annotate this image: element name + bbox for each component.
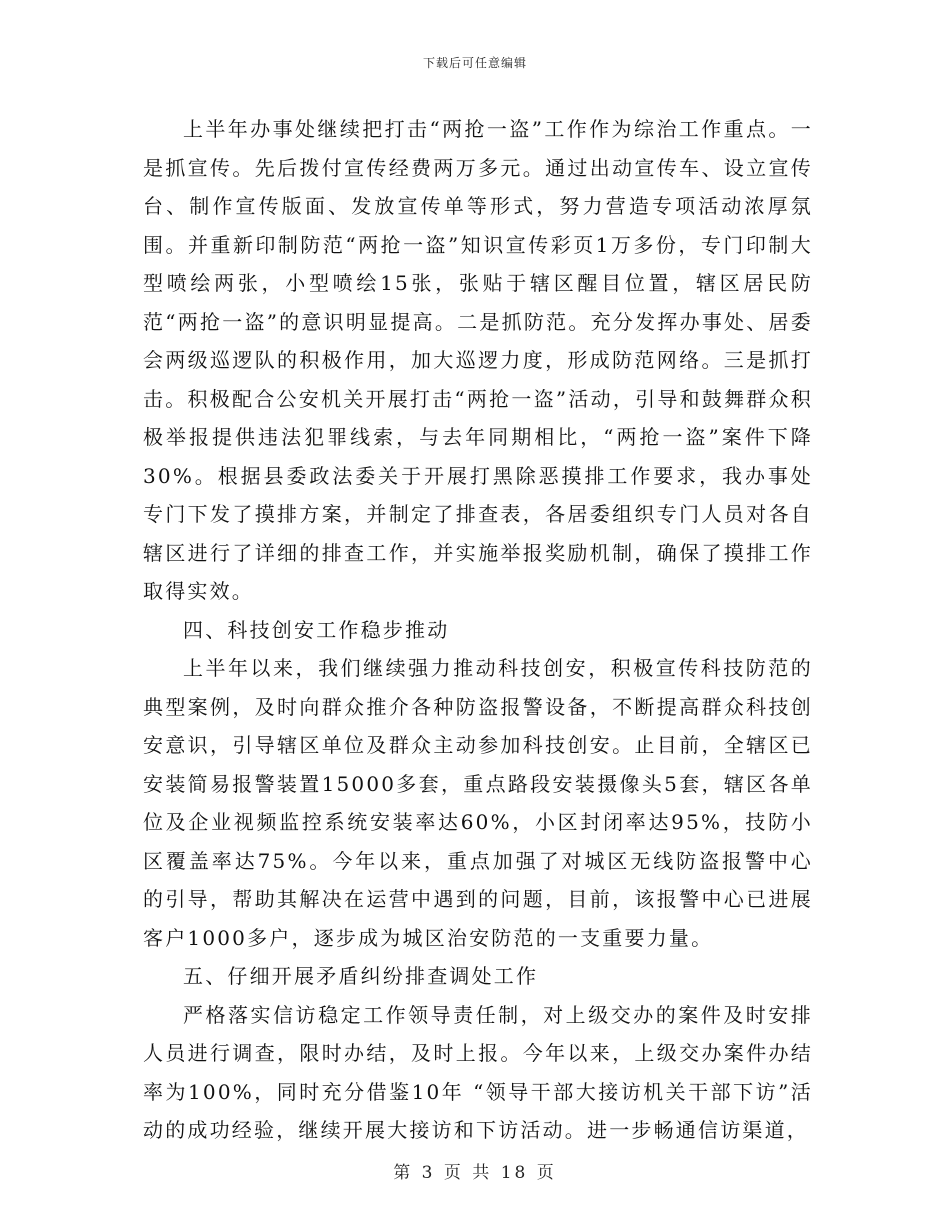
paragraph-tech-security: 上半年以来，我们继续强力推动科技创安，积极宣传科技防范的典型案例，及时向群众推介各种防盗报警设备，不断提高群众科技创安意识，引导辖区单位及群众主动参加科技创安。止目前，全辖区已安装简易报警装置15000多套，重点路段安装摄像头5套，辖区各单位及企业视频监控系统安装率达60%，小区封闭率达95%，技防小区覆盖率达75%。今年以来，重点加强了对城区无线防盗报警中心的引导，帮助其解决在运营中遇到的问题，目前，该报警中心已进展客户1000多户，逐步成为城区治安防范的一支重要力量。: [143, 656, 813, 950]
section-heading-tech-security: 四、科技创安工作稳步推动: [183, 617, 450, 642]
page-number-footer: 第 3 页 共 18 页: [393, 1163, 557, 1183]
paragraph-dispute-resolution: 严格落实信访稳定工作领导责任制，对上级交办的案件及时安排人员进行调查，限时办结，及时上报。今年以来，上级交办案件办结率为100%，同时充分借鉴10年 “领导干部大接访机关干部下访”活动的成功经验，继续开展大接访和下访活动。进一步畅通信访渠道，: [143, 1002, 813, 1142]
section-heading-dispute-resolution: 五、仔细开展矛盾纠纷排查调处工作: [183, 964, 539, 988]
paragraph-anti-theft: 上半年办事处继续把打击“两抢一盗”工作作为综治工作重点。一是抓宣传。先后拨付宣传经费两万多元。通过出动宣传车、设立宣传台、制作宣传版面、发放宣传单等形式，努力营造专项活动浓厚氛围。并重新印制防范“两抢一盗”知识宣传彩页1万多份，专门印制大型喷绘两张，小型喷绘15张，张贴于辖区醒目位置，辖区居民防范“两抢一盗”的意识明显提高。二是抓防范。充分发挥办事处、居委会两级巡逻队的积极作用，加大巡逻力度，形成防范网络。三是抓打击。积极配合公安机关开展打击“两抢一盗”活动，引导和鼓舞群众积极举报提供违法犯罪线索，与去年同期相比，“两抢一盗”案件下降30%。根据县委政法委关于开展打黑除恶摸排工作要求，我办事处专门下发了摸排方案，并制定了排查表，各居委组织专门人员对各自辖区进行了详细的排查工作，并实施举报奖励机制，确保了摸排工作取得实效。: [143, 117, 813, 603]
header-note: 下载后可任意编辑: [422, 56, 527, 70]
body-text: [143, 110, 813, 1150]
